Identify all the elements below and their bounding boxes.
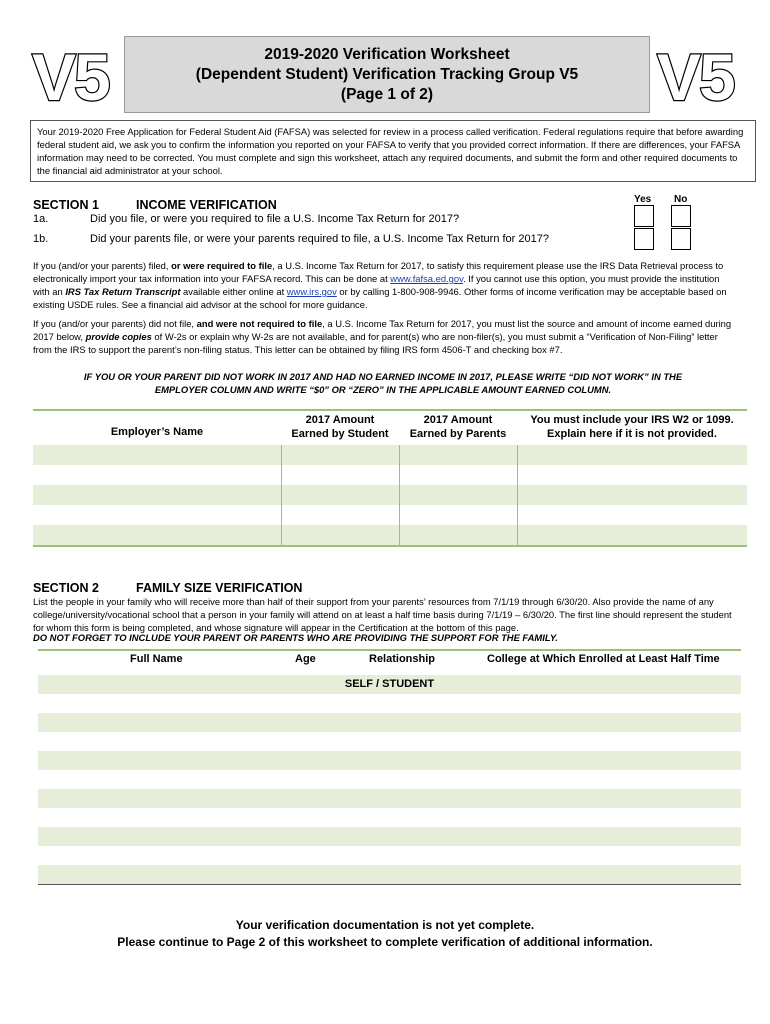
family-row[interactable]: [38, 713, 741, 732]
employer-row[interactable]: [33, 485, 747, 505]
family-row[interactable]: [38, 751, 741, 770]
age-header: Age: [295, 653, 316, 665]
svg-text:V5: V5: [657, 40, 734, 110]
employer-table-header: [33, 409, 747, 445]
no-label: No: [674, 194, 688, 205]
irs-link[interactable]: www.irs.gov: [286, 286, 337, 297]
employer-row[interactable]: [33, 505, 747, 525]
question-1a-yes-checkbox[interactable]: [634, 205, 654, 227]
question-1b-text: Did your parents file, or were your parents required to file, a U.S. Income Tax Return for 2017?: [90, 233, 549, 245]
section-2-label: SECTION 2: [33, 581, 99, 595]
footer-line-2: Please continue to Page 2 of this worksheet to complete verification of additional information.: [117, 935, 653, 949]
title-line-2: (Dependent Student) Verification Tracking Group V5: [195, 65, 579, 83]
footer-line-1: Your verification documentation is not yet complete.: [235, 918, 535, 932]
fafsa-link[interactable]: www.fafsa.ed.gov: [390, 273, 464, 284]
family-row[interactable]: [38, 770, 741, 789]
question-1a-no-checkbox[interactable]: [671, 205, 691, 227]
family-row[interactable]: [38, 846, 741, 865]
family-row[interactable]: [38, 789, 741, 808]
full-name-header: Full Name: [130, 653, 183, 665]
employer-name-header: Employer’s Name: [110, 426, 204, 438]
family-row[interactable]: [38, 865, 741, 884]
employer-row[interactable]: [33, 525, 747, 545]
intro-paragraph: Your 2019-2020 Free Application for Federal Student Aid (FAFSA) was selected for review in a process called verification. Federal regulations require that before awarding federal student aid, we ask you to confirm the information you reported on your FAFSA to verify that you provided correct information. If there are differences, your FAFSA information may need to be corrected. You must complete and sign this worksheet, attach any required documents, and submit the form and other required documents to the financial aid administrator at your school.: [30, 120, 756, 182]
family-table-header: [38, 649, 741, 675]
question-1b-number: 1b.: [33, 233, 49, 245]
family-members-table: [38, 649, 741, 885]
did-not-work-note-line-2: EMPLOYER COLUMN AND WRITE “$0” OR “ZERO” IN THE APPLICABLE AMOUNT EARNED COLUMN.: [154, 384, 612, 395]
employer-row[interactable]: [33, 465, 747, 485]
question-1b-yes-checkbox[interactable]: [634, 228, 654, 250]
w2-explanation-header: You must include your IRS W2 or 1099. Explain here if it is not provided.: [530, 414, 734, 440]
family-size-instructions: List the people in your family who will receive more than half of their support from your parents’ resources from 7/1/19 through 6/30/20. Also provide the name of any college/university/vocational school that a person in your family will attend on at least a half time basis during 7/1/19 – 6/30/20. The first line should represent the student for whom this form is being completed, and whose signature will appear in the Certification at the bottom of this page.: [33, 596, 732, 633]
relationship-header: Relationship: [369, 653, 436, 665]
include-parents-note: DO NOT FORGET TO INCLUDE YOUR PARENT OR PARENTS WHO ARE PROVIDING THE SUPPORT FOR THE FAMILY.: [33, 632, 558, 643]
employer-row[interactable]: [33, 445, 747, 465]
v5-logo-right: [655, 40, 745, 110]
section-1-label: SECTION 1: [33, 198, 99, 212]
title-line-1: 2019-2020 Verification Worksheet: [264, 45, 510, 63]
family-row[interactable]: [38, 694, 741, 713]
section-2-title: FAMILY SIZE VERIFICATION: [136, 581, 303, 595]
title-line-3: (Page 1 of 2): [340, 85, 434, 103]
filed-instructions: If you (and/or your parents) filed, or were required to file, a U.S. Income Tax Return for 2017, to satisfy this requirement please use the IRS Data Retrieval process to electronically import your tax information into your FAFSA record. This can be done at www.fafsa.ed.gov. If you cannot use this option, you must provide the institution with an IRS Tax Return Transcript available either online at www.irs.gov or by calling 1-800-908-9946. Other forms of income verification may be acceptable based on existing USDE rules. See a financial aid advisor at the school for more guidance.: [33, 260, 727, 310]
question-1a-text: Did you file, or were you required to file a U.S. Income Tax Return for 2017?: [90, 213, 460, 225]
section-1-title: INCOME VERIFICATION: [136, 198, 277, 212]
family-row[interactable]: [38, 827, 741, 846]
question-1a-number: 1a.: [33, 213, 49, 225]
employer-table-bottom-rule: [33, 545, 747, 547]
did-not-work-note-line-1: IF YOU OR YOUR PARENT DID NOT WORK IN 2017 AND HAD NO EARNED INCOME IN 2017, PLEASE WRITE “DID NOT WORK” IN THE: [83, 371, 683, 382]
yes-label: Yes: [634, 194, 652, 205]
title-box: [124, 36, 650, 113]
non-filer-instructions: If you (and/or your parents) did not file, and were not required to file, a U.S. Income Tax Return for 2017, you must list the source and amount of income earned during 2017 below, provide copies of W-2s or explain why W-2s are not available, and for parent(s) who are non-filer(s), you must submit a “Verification of Non-Filing” letter from the IRS to support the parent’s non-filing status. This letter can be obtained by filing IRS form 4506-T and checking box #7.: [33, 318, 732, 355]
v5-logo-left: [30, 40, 120, 110]
family-row[interactable]: [38, 808, 741, 827]
parents-amount-header: 2017 Amount Earned by Parents: [409, 414, 507, 440]
student-amount-header: 2017 Amount Earned by Student: [291, 414, 389, 440]
college-header: College at Which Enrolled at Least Half Time: [487, 653, 720, 665]
self-student-label: SELF / STUDENT: [344, 678, 435, 690]
svg-text:V5: V5: [32, 40, 109, 110]
question-1b-no-checkbox[interactable]: [671, 228, 691, 250]
family-row-self[interactable]: [38, 675, 741, 694]
family-table-bottom-rule: [38, 884, 741, 885]
family-row[interactable]: [38, 732, 741, 751]
employer-income-table: [33, 409, 747, 547]
